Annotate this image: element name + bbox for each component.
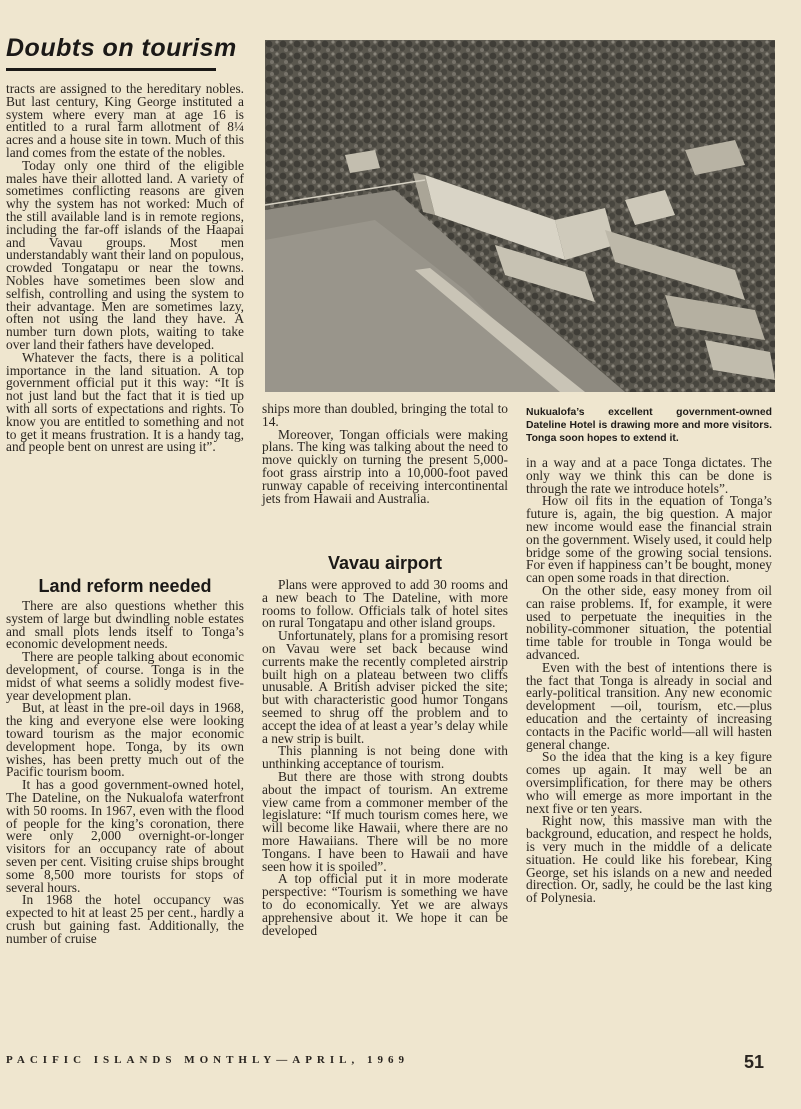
page-number: 51 bbox=[744, 1052, 765, 1072]
col2-paragraph: Moreover, Tongan officials were making plans. The king was talking about the need to move quickly on turning the present 5,000-foot grass airstrip into a 10,000-foot paved runway capable of receiving intercontinental jets from Hawaii and Australia. bbox=[262, 426, 508, 506]
col3-paragraph: in a way and at a pace Tonga dictates. The only way we think this can be done is through the rate we introduce hotels”. bbox=[526, 455, 772, 496]
col1-paragraph: tracts are assigned to the hereditary nobles. But last century, King George instituted a system where every man at age 16 is entitled to a rural farm allotment of 8¼ acres and a house site in town. Much of this land comes from the estate of the nobles. bbox=[6, 81, 244, 160]
headline-rule bbox=[6, 68, 216, 71]
col2b-paragraph: Unfortunately, plans for a promising resort on Vavau were set back because wind currents make the recently completed airstrip built high on a plateau between two cliffs unusable. A British adviser picked the site; but with characteristic good humor Tongans seemed to shrug off the problem and to accept the idea of at least a year’s delay while a new strip is built. bbox=[262, 628, 508, 746]
subhead-vavau-wrap bbox=[262, 553, 508, 574]
col1b-paragraph: There are people talking about economic development, of course. Tonga is in the midst of what seems a solidly modest five-year development plan. bbox=[6, 649, 244, 703]
col1b-paragraph: It has a good government-owned hotel, The Dateline, on the Nukualofa waterfront with 50 rooms. In 1967, even with the flood of people for the king’s coronation, there were only 2,000 overnight-or-longer visitors for an occupancy rate of about seven per cent. Visiting cruise ships brought some 8,500 more tourists for stops of several hours. bbox=[6, 777, 244, 895]
col2-paragraph: ships more than doubled, bringing the total to 14. bbox=[262, 401, 508, 429]
col1b-paragraph: There are also questions whether this system of large but dwindling noble estates and small plots lends itself to Tonga’s economic development needs. bbox=[6, 598, 244, 652]
col1-paragraph: Today only one third of the eligible males have their allotted land. A variety of sometimes conflicting reasons are given why the system has not worked: Much of the still available land is in remote regions, including the far-off islands of the Haapai and Vavau groups. Most men understandably want their land on populous, crowded Tongatapu or near the towns. Nobles have sometimes been slow and selfish, controlling and using the system to their advantage. Men are sometimes lazy, often not using the land they have. A number turn down plots, waiting to take over land their fathers have developed. bbox=[6, 157, 245, 352]
col3-paragraph: How oil fits in the equation of Tonga’s future is, again, the big question. A major new income would ease the financial strain on the government. Wisely used, it could help bridge some of the growing social tensions. For even if happiness can’t be bought, money can open some roads in that direction. bbox=[526, 493, 772, 586]
photo-caption: Nukualofa’s excellent government-owned Dateline Hotel is drawing more and more visitors. Tonga soon hopes to extend it. bbox=[526, 407, 772, 444]
column-3 bbox=[526, 457, 772, 905]
col1b-paragraph: But, at least in the pre-oil days in 1968, the king and everyone else were looking toward tourism as the major economic development hope. Tonga, by its own wishes, has been pretty much out of the Pacific tourism boom. bbox=[6, 700, 244, 780]
col3-paragraph: Right now, this massive man with the background, education, and respect he holds, is very much in the middle of a delicate situation. He could like his forebear, King George, set his islands on a new and needed direction. Or, sadly, he could be the last king of Polynesia. bbox=[526, 813, 772, 906]
col2b-paragraph: Plans were approved to add 30 rooms and a new beach to The Dateline, with more rooms to follow. Officials talk of hotel sites on rural Tongatapu and other island groups. bbox=[262, 577, 508, 631]
col1b-paragraph: In 1968 the hotel occupancy was expected to hit at least 25 per cent., hardly a crush but gaining fast. Additionally, the number of cruise bbox=[6, 892, 244, 946]
subhead-land-reform: Land reform needed bbox=[38, 576, 212, 596]
column-2 bbox=[262, 403, 508, 505]
running-footer: PACIFIC ISLANDS MONTHLY—APRIL, 1969 bbox=[6, 1054, 409, 1066]
column-1-continued bbox=[6, 600, 244, 946]
col1-paragraph: Whatever the facts, there is a political importance in the land situation. A top government official put it this way: “It is not just land but the fact that it is tied up with all sorts of expectations and rights. To know you are entitled to something and not to get it means frustration. It is a handy tag, and people bent on unrest are using it”. bbox=[6, 349, 244, 455]
column-1 bbox=[6, 83, 244, 454]
article-headline: Doubts on tourism bbox=[6, 34, 237, 62]
column-2-continued bbox=[262, 579, 508, 937]
col3-paragraph: On the other side, easy money from oil can raise problems. If, for example, it were used to perpetuate the inequities in the nobility-commoner situation, the potential time table for trouble in Tonga would be advanced. bbox=[526, 582, 772, 662]
hotel-aerial-photo bbox=[265, 40, 775, 392]
col2b-paragraph: This planning is not being done with unthinking acceptance of tourism. bbox=[262, 743, 508, 772]
col3-paragraph: So the idea that the king is a key figure comes up again. It may well be an oversimplification, for there may be others who will emerge as more important in the next five or ten years. bbox=[526, 749, 772, 816]
subhead-land-reform-wrap bbox=[6, 576, 244, 597]
photo-illustration bbox=[265, 40, 775, 392]
subhead-vavau-airport: Vavau airport bbox=[327, 553, 443, 573]
col2b-paragraph: But there are those with strong doubts about the impact of tourism. An extreme view came from a commoner member of the legislature: “If much tourism comes here, we will become like Hawaii, where there are no more Hawaiians. There will be no more Tongans. I have been to Hawaii and have seen how it is spoiled”. bbox=[262, 768, 508, 874]
col3-paragraph: Even with the best of intentions there is the fact that Tonga is already in social and early-political transition. Any new economic development —oil, tourism, etc.—plus education and the certainty of increasing contacts in the Pacific world—all will hasten general change. bbox=[526, 659, 772, 752]
col2b-paragraph: A top official put it in more moderate perspective: “Tourism is something we have to do economically. Yet we are always apprehensive about it. We hope it can be developed bbox=[262, 871, 508, 938]
